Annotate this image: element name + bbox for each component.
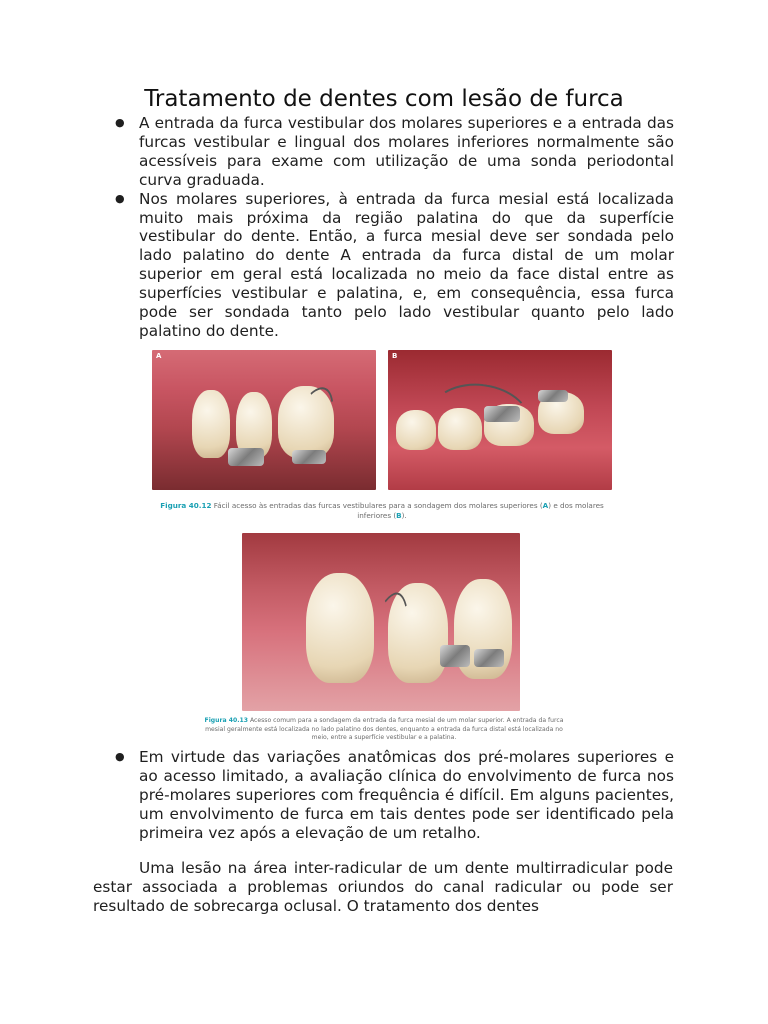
figure-number: Figura 40.12 [160,501,212,510]
caption-text: Acesso comum para a sondagem da entrada da furca mesial de um molar superior. A entrada da furca mesial geralmente está localizada no lado palatino dos dentes, enquanto a entrada da furca distal está localizada no meio, entre a superfície vestibular e a palatina. [205,717,564,741]
figure-photo-a [152,350,376,490]
list-item [112,748,674,843]
figure-photo-c [242,533,520,711]
caption-text: ). [401,511,407,520]
figure-caption-2 [200,717,568,743]
bullet-text: Em virtude das variações anatômicas dos pré-molares superiores e ao acesso limitado, a avaliação clínica do envolvimento de furca nos pré-molares superiores com frequência é difícil. Em alguns pacientes, um envolvimento de furca em tais dentes pode ser identificado pela primeira vez após a elevação de um retalho. [139,748,674,842]
list-item [112,190,674,341]
figure-caption-1 [152,501,612,521]
figure-label-a: A [156,352,162,360]
caption-text: ) e dos molares inferiores ( [357,501,604,520]
bullet-dot: ● [115,750,125,763]
bullet-list-bottom [112,748,674,843]
bullet-text: A entrada da furca vestibular dos molares superiores e a entrada das furcas vestibular e lingual dos molares inferiores normalmente são acessíveis para exame com utilização de uma sonda periodontal curva graduada. [139,114,674,189]
body-paragraph: Uma lesão na área inter-radicular de um dente multirradicular pode estar associada a problemas oriundos do canal radicular ou pode ser resultado de sobrecarga oclusal. O tratamento dos dentes [93,859,673,915]
figure-label-b: B [392,352,398,360]
bullet-dot: ● [115,116,125,129]
bullet-text: Nos molares superiores, à entrada da furca mesial está localizada muito mais próxima da região palatina do que da superfície vestibular do dente. Então, a furca mesial deve ser sondada pelo lado palatino do dente A entrada da furca distal de um molar superior em geral está localizada no meio da face distal entre as superfícies vestibular e palatina, e, em consequência, essa furca pode ser sondada tanto pelo lado vestibular quanto pelo lado palatino do dente. [139,189,674,340]
figure-number: Figura 40.13 [204,717,248,724]
list-item [112,114,674,190]
caption-ref-a: A [542,501,549,510]
bullet-dot: ● [115,191,125,205]
caption-text: Fácil acesso às entradas das furcas vestibulares para a sondagem dos molares superiores ( [213,501,543,510]
caption-ref-b: B [396,511,402,520]
bullet-list-top [112,114,674,341]
page-title: Tratamento de dentes com lesão de furca [144,86,624,112]
figure-photo-b [388,350,612,490]
